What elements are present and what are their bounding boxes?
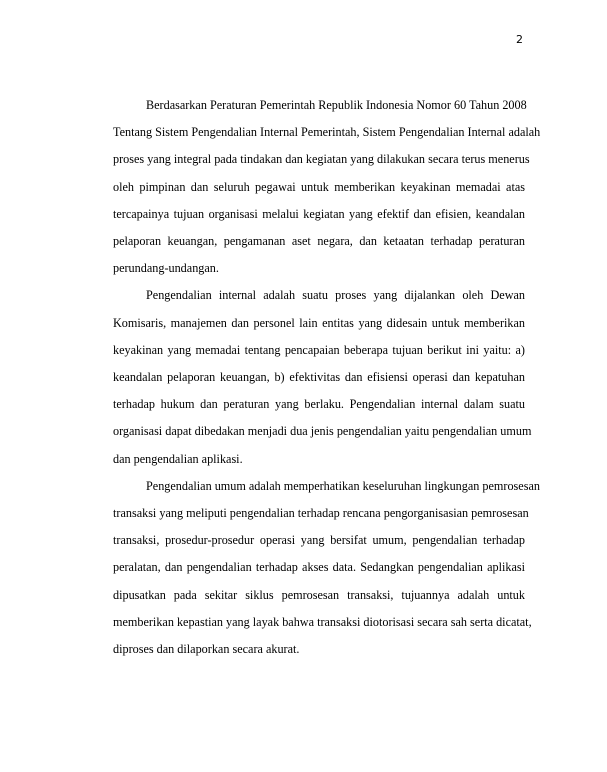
- text-line: transaksi yang meliputi pengendalian terhadap rencana pengorganisasian pemrosesan: [113, 506, 529, 521]
- paragraph-2: [113, 282, 532, 472]
- text-line: pelaporan keuangan, pengamanan aset negara, dan ketaatan terhadap peraturan: [113, 234, 525, 249]
- paragraph-3: [113, 473, 540, 663]
- text-line: organisasi dapat dibedakan menjadi dua jenis pengendalian yaitu pengendalian umum: [113, 424, 532, 439]
- text-line: transaksi, prosedur-prosedur operasi yang bersifat umum, pengendalian terhadap: [113, 533, 525, 548]
- text-line: tercapainya tujuan organisasi melalui kegiatan yang efektif dan efisien, keandalan: [113, 206, 525, 221]
- text-line: diproses dan dilaporkan secara akurat.: [113, 642, 300, 657]
- page-number: 2: [516, 33, 523, 46]
- text-line: Pengendalian umum adalah memperhatikan keseluruhan lingkungan pemrosesan: [146, 478, 540, 493]
- text-line: perundang-undangan.: [113, 261, 219, 276]
- text-line: Berdasarkan Peraturan Pemerintah Republik Indonesia Nomor 60 Tahun 2008: [146, 98, 527, 112]
- text-line: peralatan, dan pengendalian terhadap akses data. Sedangkan pengendalian aplikasi: [113, 560, 525, 575]
- text-line: Komisaris, manajemen dan personel lain entitas yang didesain untuk memberikan: [113, 315, 525, 330]
- paragraph-1: [113, 92, 541, 282]
- text-line: dan pengendalian aplikasi.: [113, 451, 243, 466]
- text-line: dipusatkan pada sekitar siklus pemrosesan transaksi, tujuannya adalah untuk: [113, 587, 525, 602]
- text-line: terhadap hukum dan peraturan yang berlaku. Pengendalian internal dalam suatu: [113, 397, 525, 412]
- text-line: Tentang Sistem Pengendalian Internal Pemerintah, Sistem Pengendalian Internal adalah: [113, 125, 541, 140]
- text-line: Pengendalian internal adalah suatu proses yang dijalankan oleh Dewan: [146, 288, 525, 303]
- text-line: proses yang integral pada tindakan dan kegiatan yang dilakukan secara terus menerus: [113, 152, 530, 167]
- text-line: keyakinan yang memadai tentang pencapaian beberapa tujuan berikut ini yaitu: a): [113, 342, 525, 357]
- text-line: memberikan kepastian yang layak bahwa transaksi diotorisasi secara sah serta dicatat,: [113, 614, 532, 629]
- document-body: [113, 92, 541, 663]
- text-line: oleh pimpinan dan seluruh pegawai untuk memberikan keyakinan memadai atas: [113, 179, 525, 194]
- text-line: keandalan pelaporan keuangan, b) efektivitas dan efisiensi operasi dan kepatuhan: [113, 370, 525, 385]
